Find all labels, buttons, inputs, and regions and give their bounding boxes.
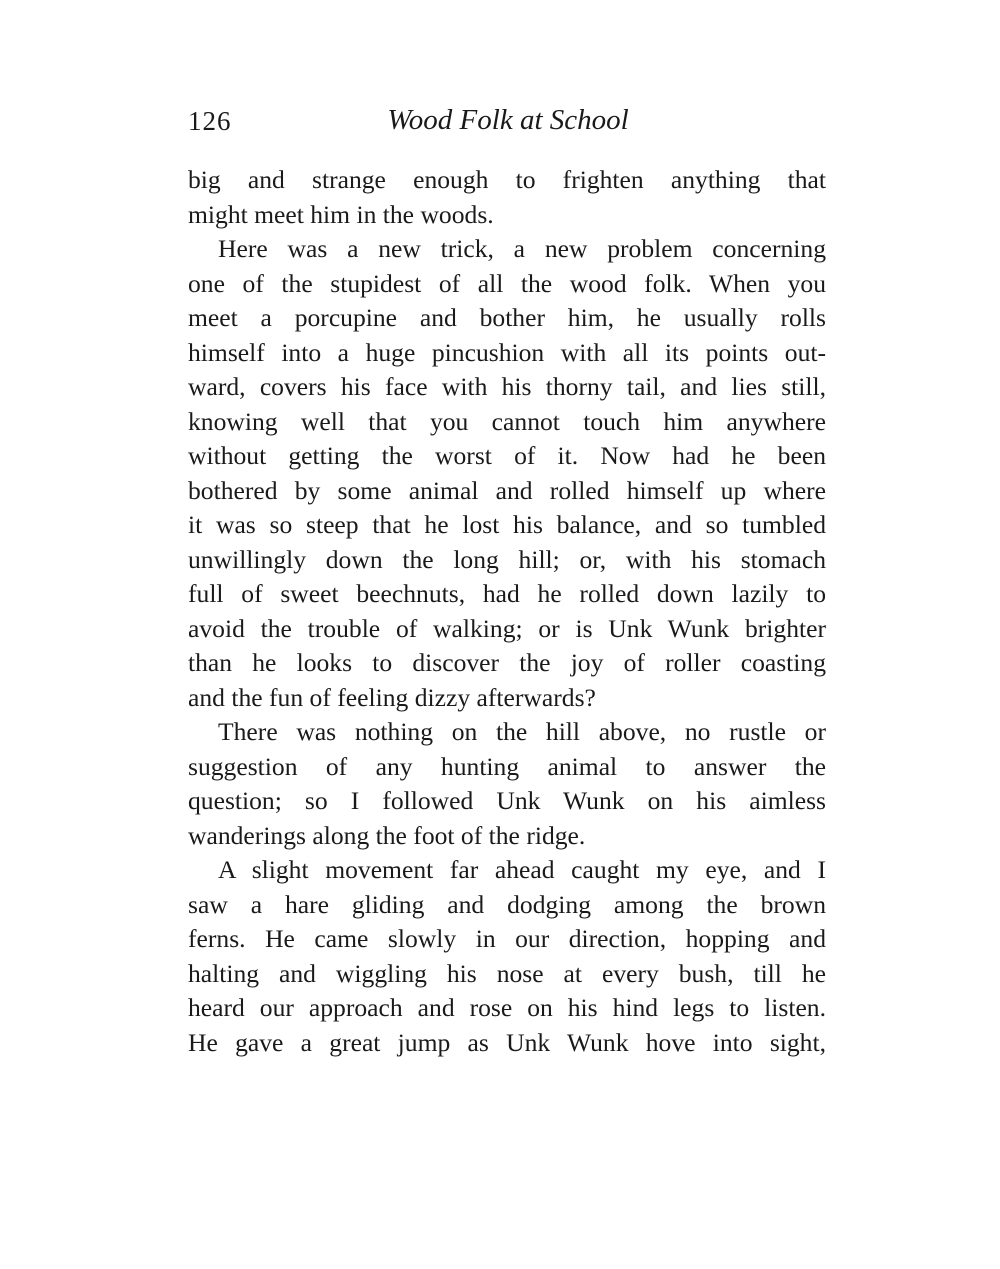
text-line: without getting the worst of it. Now had he been [188,441,826,470]
text-line: it was so steep that he lost his balance, and so tumbled [188,510,826,539]
text-line: saw a hare gliding and dodging among the brown [188,889,826,919]
text-line: than he looks to discover the joy of roller coasting [188,648,826,677]
text-line: heard our approach and rose on his hind legs to listen. [188,993,826,1022]
text-line: and the fun of feeling dizzy afterwards? [188,682,596,712]
text-line: unwillingly down the long hill; or, with his stomach [188,544,826,574]
text-line: full of sweet beechnuts, had he rolled down lazily to [188,579,826,608]
text-line: bothered by some animal and rolled himself up where [188,475,826,505]
running-title: Wood Folk at School [387,104,629,136]
paragraph [188,853,826,1060]
text-line: There was nothing on the hill above, no rustle or [218,717,826,746]
text-line: Here was a new trick, a new problem concerning [218,234,826,263]
text-line: might meet him in the woods. [188,199,494,229]
text-line: suggestion of any hunting animal to answer the [188,751,826,781]
text-line: A slight movement far ahead caught my eye, and I [218,855,826,884]
page-number: 126 [188,106,232,136]
text-line: meet a porcupine and bother him, he usually rolls [188,303,826,332]
page-header [188,100,828,140]
text-line: halting and wiggling his nose at every bush, till he [188,958,826,988]
text-line: knowing well that you cannot touch him anywhere [188,406,826,436]
body-text [188,163,826,1060]
text-line: wanderings along the foot of the ridge. [188,820,586,850]
text-line: avoid the trouble of walking; or is Unk Wunk brighter [188,613,826,643]
text-line: question; so I followed Unk Wunk on his aimless [188,786,826,815]
text-line: himself into a huge pincushion with all its points out- [188,337,826,367]
paragraph [188,232,826,715]
paragraph [188,163,826,232]
paragraph [188,715,826,853]
text-line: ward, covers his face with his thorny tail, and lies still, [188,372,826,401]
text-line: big and strange enough to frighten anything that [188,165,826,194]
text-line: He gave a great jump as Unk Wunk hove into sight, [188,1027,826,1057]
text-line: one of the stupidest of all the wood folk. When you [188,268,826,298]
text-line: ferns. He came slowly in our direction, hopping and [188,924,826,953]
